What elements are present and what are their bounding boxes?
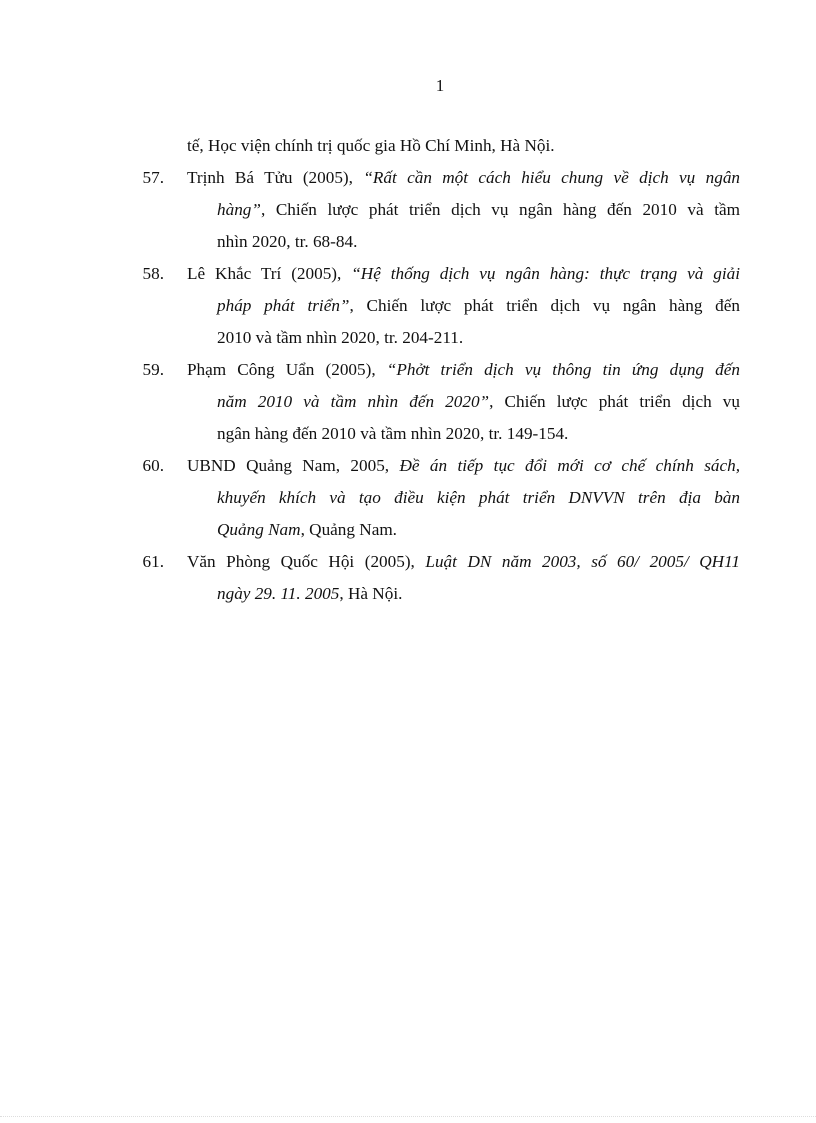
reference-line — [217, 322, 740, 354]
reference-line — [217, 482, 740, 514]
reference-list — [130, 130, 740, 610]
reference-title-text: Quảng Nam — [217, 520, 301, 539]
reference-line — [217, 578, 740, 610]
reference-line — [217, 386, 740, 418]
reference-continuation — [130, 130, 740, 162]
reference-text: Phạm Công Uẩn (2005), — [187, 360, 387, 379]
reference-text: , Chiến lược phát triển dịch vụ ngân hàng đến — [349, 296, 740, 315]
reference-line — [217, 194, 740, 226]
reference-text: , Chiến lược phát triển dịch vụ ngân hàng đến 2010 và tầm — [260, 200, 740, 219]
reference-title-text: pháp phát triển” — [217, 296, 350, 315]
reference-text: Lê Khắc Trí (2005), — [187, 264, 352, 283]
reference-line: tế, Học viện chính trị quốc gia Hồ Chí Minh, Hà Nội. — [187, 136, 555, 155]
reference-number: 58. — [142, 264, 164, 283]
reference-line — [187, 162, 740, 194]
reference-text: 2010 và tầm nhìn 2020, tr. 204-211. — [217, 328, 464, 347]
reference-item — [130, 546, 740, 610]
reference-item — [130, 162, 740, 258]
reference-text: UBND Quảng Nam, 2005, — [187, 456, 400, 475]
reference-line — [217, 418, 740, 450]
reference-item — [130, 258, 740, 354]
reference-line — [187, 450, 740, 482]
reference-line — [217, 290, 740, 322]
reference-text: Trịnh Bá Tửu (2005), — [187, 168, 364, 187]
reference-number: 57. — [142, 168, 164, 187]
reference-line — [217, 226, 740, 258]
reference-title-text: “Phởt triển dịch vụ thông tin ứng dụng đến — [386, 360, 740, 379]
reference-title-text: năm 2010 và tầm nhìn đến 2020” — [217, 392, 490, 411]
reference-text: Văn Phòng Quốc Hội (2005), — [187, 552, 426, 571]
reference-items — [130, 162, 740, 610]
reference-item — [130, 450, 740, 546]
page-number: 1 — [435, 76, 445, 95]
reference-text: nhìn 2020, tr. 68-84. — [217, 232, 358, 251]
reference-line — [187, 258, 740, 290]
reference-number: 60. — [142, 456, 164, 475]
reference-line — [187, 354, 740, 386]
reference-text: ngân hàng đến 2010 và tầm nhìn 2020, tr. 149-154. — [217, 424, 569, 443]
page-bottom-rule — [0, 1116, 816, 1117]
reference-text: , Quảng Nam. — [300, 520, 397, 539]
reference-title-text: Đề án tiếp tục đổi mới cơ chế chính sách, — [399, 456, 740, 475]
reference-title-text: ngày 29. 11. 2005 — [217, 584, 340, 603]
reference-title-text: Luật DN năm 2003, số 60/ 2005/ QH11 — [425, 552, 740, 571]
reference-item — [130, 354, 740, 450]
reference-title-text: “Rất cần một cách hiểu chung về dịch vụ ngân — [363, 168, 741, 187]
reference-line — [187, 546, 740, 578]
reference-number: 61. — [142, 552, 164, 571]
reference-title-text: khuyến khích và tạo điều kiện phát triển DNVVN trên địa bàn — [217, 488, 740, 507]
reference-title-text: “Hệ thống dịch vụ ngân hàng: thực trạng và giải — [351, 264, 740, 283]
reference-text: , Hà Nội. — [339, 584, 403, 603]
reference-text: , Chiến lược phát triển dịch vụ — [489, 392, 740, 411]
reference-line — [217, 514, 740, 546]
reference-number: 59. — [142, 360, 164, 379]
reference-title-text: hàng” — [217, 200, 261, 219]
